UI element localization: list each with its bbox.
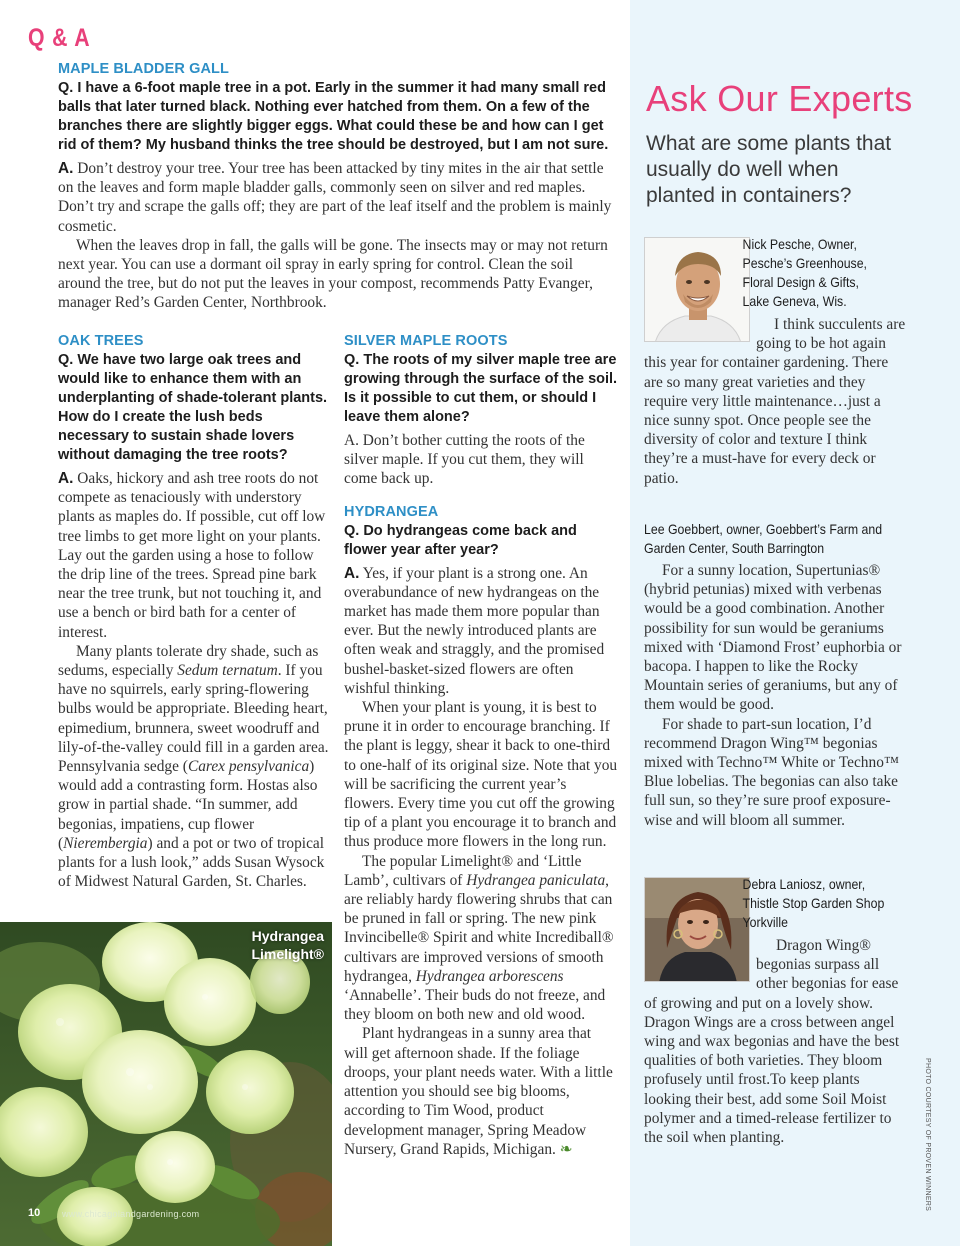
photo-credit: PHOTO COURTESY OF PROVEN WINNERS	[924, 1058, 931, 1212]
answer-paragraph: Don’t destroy your tree. Your tree has been attacked by tiny mites in the air that settle on the leaves and form maple bladder galls, commonly seen on silver and red maples. Don’t try and scrape the galls off; they are part of the leaf itself and the problem is mainly cosmetic.	[58, 160, 612, 235]
photo-caption: Hydrangea Limelight®	[251, 928, 324, 962]
answer-label: A.	[344, 564, 360, 582]
expert-nick-pesche	[644, 235, 906, 488]
answer-paragraph: Oaks, hickory and ash tree roots do not compete as tenaciously with understory plants as maples do. If possible, cut off low tree limbs to get more light on your plants. Lay out the garden using a hose to follow the drip line of the trees. Spread pine bark near the tree trunk, but not touching it, and use a bench or bird bath for a center of interest.	[58, 470, 326, 641]
sidebar-question: What are some plants that usually do well when planted in containers?	[646, 132, 892, 207]
answer-paragraph: Yes, if your plant is a strong one. An overabundance of new hydrangeas on the market has made them more popular than ever. But the newly introduced plants are often weak and straggly, and the promised bushel-basket-sized flowers are often wishful thinking.	[344, 564, 605, 697]
answer-paragraph: Many plants tolerate dry shade, such as sedums, especially Sedum ternatum. If you have no squirrels, early spring-flowering bulbs would be appropriate. Bleeding heart, epimedium, brunnera, sweet woodruff and lily-of-the-valley could fill in a garden area. Pennsylvania sedge (Carex pensylvanica) would add a contrasting form. Hostas also grow in partial shade. “In summer, add begonias, impatiens, cup flower (Nierembergia) and a pot or two of tropical plants for a lush look,” adds Susan Wysock of Midwest Natural Garden, St. Charles.	[58, 642, 329, 891]
question-text: Q. We have two large oak trees and would like to enhance them with an underplanting of shade-tolerant plants. How do I create the lush beds necessary to sustain shade lovers without damaging the tree roots?	[58, 352, 328, 463]
answer-paragraph: Plant hydrangeas in a sunny area that will get afternoon shade. If the foliage droops, your plant needs water. With a little attention you should see big blooms, according to Tim Wood, product development manager, Spring Meadow Nursery, Grand Rapids, Michigan. ❧	[344, 1025, 613, 1158]
expert-name: Lee Goebbert, owner, Goebbert’s Farm and Garden Center, South Barrington	[644, 521, 883, 556]
question-text: Q. I have a 6-foot maple tree in a pot. Early in the summer it had many small red balls that later turned black. Nothing ever hatched from them. On a few of the branches there are slightly bigger eggs. What could these be and how can I get rid of them? My husband thinks the tree should be destroyed, but I am not sure.	[58, 80, 609, 153]
section-heading: SILVER MAPLE ROOTS	[344, 333, 508, 349]
sidebar-title: Ask Our Experts	[646, 78, 913, 119]
answer-label: A.	[58, 160, 74, 177]
article-maple-bladder-gall	[58, 61, 618, 313]
website-url: www.chicagolandgardening.com	[62, 1209, 200, 1219]
column-middle	[344, 333, 618, 1159]
article-silver-maple-roots	[344, 333, 618, 489]
ask-experts-sidebar	[630, 0, 960, 1246]
article-oak-trees	[58, 333, 330, 891]
expert-lee-goebbert	[644, 520, 906, 830]
answer-label: A.	[58, 470, 74, 487]
section-heading: MAPLE BLADDER GALL	[58, 61, 229, 77]
answer-paragraph: A. Don’t bother cutting the roots of the silver maple. If you cut them, they will come back up.	[344, 432, 585, 488]
article-hydrangea	[344, 504, 618, 1159]
page-number: 10	[28, 1207, 41, 1219]
answer-text	[344, 431, 618, 489]
question-text: Q. Do hydrangeas come back and flower year after year?	[344, 522, 577, 558]
answer-text	[58, 159, 618, 313]
hydrangea-photo	[0, 922, 332, 1246]
answer-text	[344, 564, 618, 1159]
expert-answer: Dragon Wing® begonias surpass all other begonias for ease of growing and put on a lovely show. Dragon Wings are a cross between angel wing and wax begonias and have the best qualities of both varieties. They bloom profusely until frost.To keep plants looking their best, add some Soil Moist polymer and a timed-release fertilizer to the soil when planting.	[644, 937, 900, 1147]
section-heading: HYDRANGEA	[344, 503, 439, 520]
expert-debra-laniosz	[644, 875, 906, 1147]
expert-name: Nick Pesche, Owner, Pesche’s Greenhouse, Floral Design & Gifts, Lake Geneva, Wis.	[742, 236, 867, 309]
expert-name: Debra Laniosz, owner, Thistle Stop Garden Shop Yorkville	[742, 876, 885, 930]
answer-text	[58, 469, 330, 891]
section-heading: OAK TREES	[58, 333, 144, 349]
end-mark-icon: ❧	[559, 1139, 573, 1158]
expert-answer: For a sunny location, Supertunias® (hybrid petunias) mixed with verbenas would be a good combination. Another possibility for sun would be geraniums mixed with ‘Diamond Frost’ euphorbia or bacopa. I happen to like the Rocky Mountain series of geraniums, but any of them would be good. For shade to part-sun location, I’d recommend Dragon Wing™ begonias mixed with Techno™ White or Techno™ Blue lobelias. The begonias can also take full sun, so they’re sure proof exposure-wise and will bloom all summer.	[644, 562, 902, 829]
expert-answer: I think succulents are going to be hot again this year for container gardening. There are so many great varieties and they require very little maintenance…just a nice sunny spot. Once people see the diversity of color and texture I think they’re a must-have for every deck or patio.	[644, 316, 906, 487]
section-label: Q & A	[28, 24, 91, 52]
answer-paragraph: The popular Limelight® and ‘Little Lamb’, cultivars of Hydrangea paniculata, are reliably hardy flowering shrubs that can be pruned in fall or spring. The new pink Invincibelle® Spirit and white Incrediball® cultivars are improved versions of smooth hydrangea, Hydrangea arborescens ‘Annabelle’. Their buds do not freeze, and they bloom on both new and old wood.	[344, 852, 614, 1024]
hydrangea-image	[0, 922, 332, 1246]
answer-paragraph: When your plant is young, it is best to prune it in order to encourage branching. If the plant is leggy, shear it back to one-third to one-half of its original size. Note that you will be sacrificing the current year’s flowers. Every time you cut off the growing tip of a plant you encourage it to branch and thus produce more flowers in the long run.	[344, 699, 618, 851]
question-text: Q. The roots of my silver maple tree are growing through the surface of the soil. Is it possible to cut them, or should I leave them alone?	[344, 352, 618, 425]
answer-paragraph: When the leaves drop in fall, the galls will be gone. The insects may or may not return next year. You can use a dormant oil spray in early spring for control. Clean the soil around the tree, but do not put the leaves in your compost, recommends Patty Evanger, manager Red’s Garden Center, Northbrook.	[58, 236, 608, 312]
